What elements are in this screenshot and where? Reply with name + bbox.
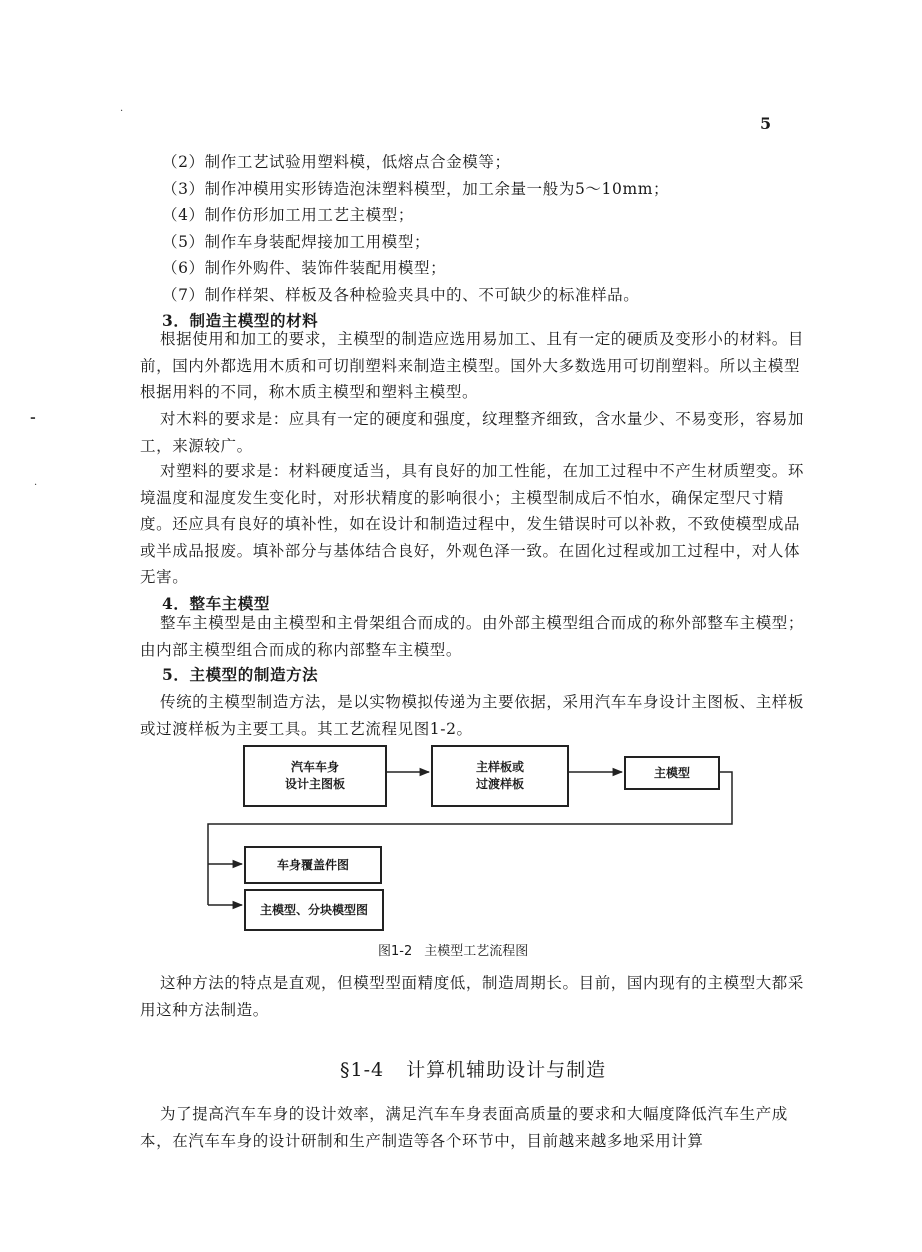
paragraph: 整车主模型是由主模型和主骨架组合而成的。由外部主模型组合而成的称外部整车主模型；由内部主模型组合而成的称内部整车主模型。 [140, 614, 805, 659]
figure-caption: 图1-2 主模型工艺流程图 [378, 944, 529, 959]
paragraph: 对木料的要求是：应具有一定的硬度和强度，纹理整齐细致，含水量少、不易变形，容易加工，来源较广。 [140, 410, 805, 455]
section-title: §1-4 计算机辅助设计与制造 [340, 1059, 607, 1081]
box-model-drawing: 主模型、分块模型图 [244, 889, 384, 931]
paragraph: 这种方法的特点是直观，但模型型面精度低，制造周期长。目前，国内现有的主模型大都采用这种方法制造。 [140, 974, 805, 1019]
scan-mark: - [30, 410, 36, 426]
list-item: （7）制作样架、样板及各种检验夹具中的、不可缺少的标准样品。 [162, 286, 640, 304]
subsection-heading: 3．制造主模型的材料 [162, 311, 319, 330]
list-item: （6）制作外购件、装饰件装配用模型； [162, 259, 447, 277]
subsection-heading: 4．整车主模型 [162, 594, 270, 613]
page-number: 5 [760, 114, 772, 133]
paragraph: 传统的主模型制造方法，是以实物模拟传递为主要依据，采用汽车车身设计主图板、主样板或过渡样板为主要工具。其工艺流程见图1-2。 [140, 693, 805, 738]
scan-mark: · [34, 480, 38, 491]
scan-mark: · [120, 106, 124, 117]
box-body-cover-drawing: 车身覆盖件图 [244, 846, 382, 884]
paragraph: 根据使用和加工的要求，主模型的制造应选用易加工、且有一定的硬质及变形小的材料。目前，国内外都选用木质和可切削塑料来制造主模型。国外大多数选用可切削塑料。所以主模型根据用料的不同，称木质主模型和塑料主模型。 [140, 330, 805, 402]
box-master-template: 主样板或 过渡样板 [431, 745, 569, 807]
paragraph: 为了提高汽车车身的设计效率，满足汽车车身表面高质量的要求和大幅度降低汽车生产成本，在汽车车身的设计研制和生产制造等各个环节中，目前越来越多地采用计算 [140, 1105, 788, 1150]
subsection-heading: 5．主模型的制造方法 [162, 665, 319, 684]
list-item: （5）制作车身装配焊接加工用模型； [162, 233, 431, 251]
list-item: （2）制作工艺试验用塑料模，低熔点合金模等； [162, 153, 511, 171]
list-item: （3）制作冲模用实形铸造泡沫塑料模型，加工余量一般为5～10mm； [162, 180, 670, 198]
paragraph: 对塑料的要求是：材料硬度适当，具有良好的加工性能，在加工过程中不产生材质塑变。环境温度和湿度发生变化时，对形状精度的影响很小；主模型制成后不怕水，确保定型尺寸精度。还应具有良好的填补性，如在设计和制造过程中，发生错误时可以补救，不致使模型成品或半成品报废。填补部分与基体结合良好，外观色泽一致。在固化过程或加工过程中，对人体无害。 [140, 462, 805, 587]
box-master-model: 主模型 [624, 756, 720, 790]
list-item: （4）制作仿形加工用工艺主模型； [162, 206, 414, 224]
box-design-board: 汽车车身 设计主图板 [243, 745, 387, 807]
